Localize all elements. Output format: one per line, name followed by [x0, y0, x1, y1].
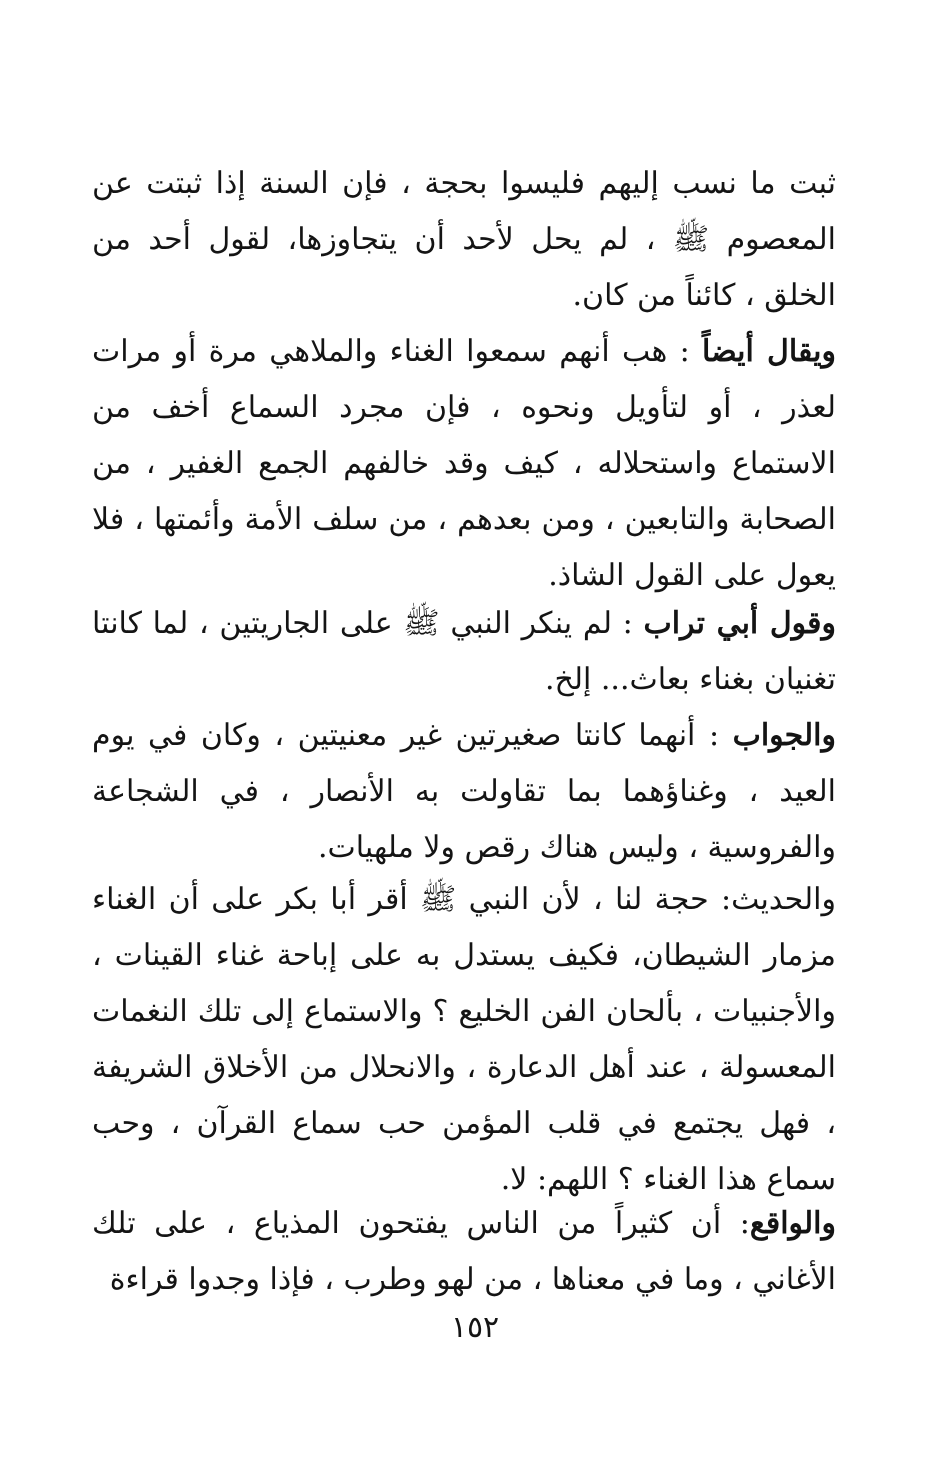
paragraph-3 — [92, 596, 836, 708]
paragraph-6 — [92, 1196, 836, 1308]
paragraph-3-lead: وقول أبي تراب — [643, 606, 837, 641]
paragraph-2-text: : هب أنهم سمعوا الغناء والملاهي مرة أو مرات لعذر ، أو لتأويل ونحوه ، فإن مجرد السماع أخف من الاستماع واستحلاله ، كيف وقد خالفهم الجمع الغفير ، من الصحابة والتابعين ، ومن بعدهم ، من سلف الأمة وأئمتها ، فلا يعول على القول الشاذ. — [92, 334, 836, 593]
paragraph-4-lead: والجواب — [732, 718, 836, 753]
page-number: ١٥٢ — [450, 1310, 500, 1345]
paragraph-6-lead: والواقع — [749, 1206, 836, 1241]
paragraph-5 — [92, 872, 836, 1208]
paragraph-4-text: : أنهما كانتا صغيرتين غير معنيتين ، وكان في يوم العيد ، وغناؤهما بما تقاولت به الأنصار ، في الشجاعة والفروسية ، وليس هناك رقص ولا ملهيات. — [92, 718, 836, 865]
paragraph-3-text: : لم ينكر النبي ﷺ على الجاريتين ، لما كانتا تغنيان بغناء بعاث... إلخ. — [92, 606, 836, 697]
paragraph-6-text: : أن كثيراً من الناس يفتحون المذياع ، على تلك الأغاني ، وما في معناها ، من لهو وطرب ، فإذا وجدوا قراءة — [92, 1206, 836, 1297]
paragraph-4 — [92, 708, 836, 876]
paragraph-2-lead: ويقال أيضاً — [701, 334, 836, 369]
paragraph-5-text: والحديث: حجة لنا ، لأن النبي ﷺ أقر أبا بكر على أن الغناء مزمار الشيطان، فكيف يستدل به على إباحة غناء القينات ، والأجنبيات ، بألحان الفن الخليع ؟ والاستماع إلى تلك النغمات المعسولة ، عند أهل الدعارة ، والانحلال من الأخلاق الشريفة ، فهل يجتمع في قلب المؤمن حب سماع القرآن ، وحب سماع هذا الغناء ؟ اللهم: لا. — [92, 882, 836, 1197]
paragraph-1 — [92, 156, 836, 324]
paragraph-1-text: ثبت ما نسب إليهم فليسوا بحجة ، فإن السنة إذا ثبتت عن المعصوم ﷺ ، لم يحل لأحد أن يتجاوزها، لقول أحد من الخلق ، كائناً من كان. — [92, 166, 836, 313]
paragraph-2 — [92, 324, 836, 604]
